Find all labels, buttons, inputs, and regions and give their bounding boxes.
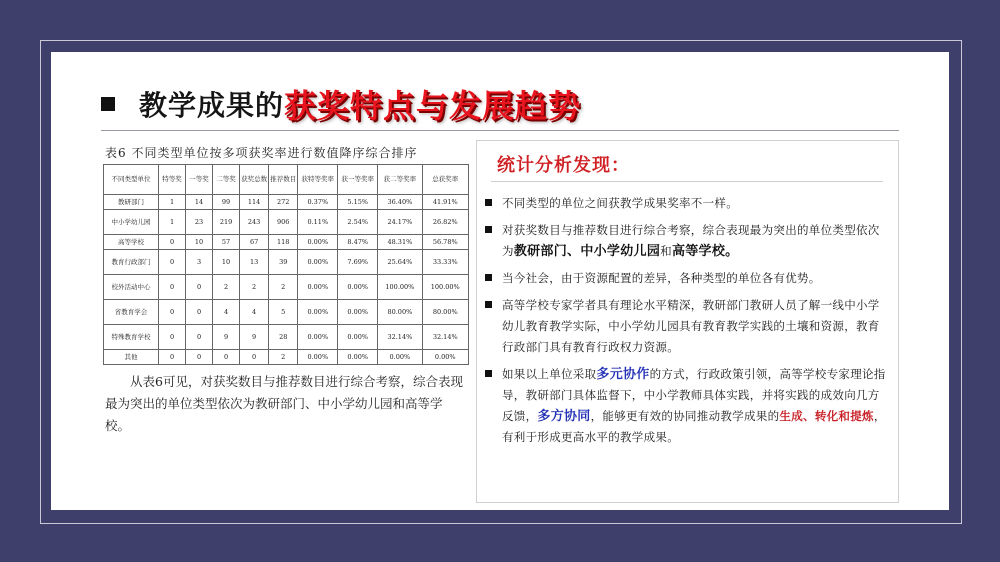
table-cell: 4 [240,300,269,325]
table-cell: 0.00% [298,275,338,300]
table-cell: 省教育学会 [104,300,159,325]
table-cell: 118 [269,235,298,250]
table-cell: 25.64% [378,250,422,275]
table-cell: 0 [159,325,186,350]
table-cell: 特殊教育学校 [104,325,159,350]
table-cell: 3 [186,250,213,275]
table-cell: 2.54% [338,210,378,235]
square-bullet-icon [485,301,492,308]
table-cell: 2 [269,275,298,300]
table-cell: 校外活动中心 [104,275,159,300]
table-cell: 13 [240,250,269,275]
table-cell: 5.15% [338,195,378,210]
table-cell: 0.11% [298,210,338,235]
point-text-part: 、 [567,244,581,259]
table-cell: 0.00% [298,325,338,350]
table-row [104,195,469,210]
analysis-points [485,193,890,454]
table-note: 从表6可见，对获奖数目与推荐数目进行综合考察，综合表现最为突出的单位类型依次为教研部门、中小学幼儿园和高等学校。 [105,374,463,433]
table-cell: 0 [186,275,213,300]
table-cell: 67 [240,235,269,250]
table-cell: 0 [159,300,186,325]
table-cell: 32.14% [422,325,469,350]
title-prefix: 教学成果的 [139,89,285,122]
table-header-cell: 获二等奖率 [378,165,422,195]
table-cell: 0.00% [338,275,378,300]
table-cell: 4 [213,300,240,325]
table-cell: 14 [186,195,213,210]
title-row [101,84,581,124]
square-bullet-icon [485,274,492,281]
highlight-term: 中小学幼儿园 [580,244,661,259]
table-cell: 28 [269,325,298,350]
table-cell: 0.00% [338,350,378,365]
point-text-part: ，能够更有效的协同推动教学成果的 [590,409,780,423]
point-text-part: 和 [660,244,672,258]
table-cell: 0 [186,325,213,350]
table-cell: 2 [269,350,298,365]
table-cell: 其他 [104,350,159,365]
highlight-term: 生成、转化和提炼 [779,409,874,423]
table-cell: 906 [269,210,298,235]
table-header-cell: 推荐数目 [269,165,298,195]
table-cell: 10 [186,235,213,250]
table-cell: 57 [213,235,240,250]
analysis-point [485,220,890,262]
table-cell: 24.17% [378,210,422,235]
point-text [502,220,890,262]
table-row [104,250,469,275]
table-cell: 0 [186,300,213,325]
table-cell: 99 [213,195,240,210]
table-cell: 243 [240,210,269,235]
point-text-part: ，有利于形成更高水平的教学成果。 [502,409,886,444]
table-caption: 表6 不同类型单位按多项获奖率进行数值降序综合排序 [105,146,418,160]
table-cell: 9 [213,325,240,350]
analysis-heading: 统计分析发现： [497,155,630,176]
table-cell: 2 [213,275,240,300]
table-cell: 33.33% [422,250,469,275]
square-bullet-icon [485,226,492,233]
stats-table [103,164,469,365]
table-cell: 0 [213,350,240,365]
table-header-cell: 一等奖 [186,165,213,195]
table-cell: 0.00% [298,350,338,365]
table-cell: 36.40% [378,195,422,210]
table-header-row [104,165,469,195]
table-cell: 0.00% [378,350,422,365]
square-bullet-icon [101,97,115,111]
point-text [502,364,890,448]
table-row [104,235,469,250]
analysis-point [485,295,890,358]
analysis-panel [476,140,899,503]
table-cell: 80.00% [378,300,422,325]
table-cell: 41.91% [422,195,469,210]
table-cell: 0.00% [298,300,338,325]
point-text-part: 的方式，行政政策引领，高等学校专家理论指导，教研部门具体监督下，中小学教师具体实践，并将实践的成效向几方反馈， [502,367,886,423]
highlight-term: 多元协作 [596,367,650,382]
table-cell: 5 [269,300,298,325]
point-text: 当今社会，由于资源配置的差异，各种类型的单位各有优势。 [502,271,821,285]
highlight-term: 多方协同 [537,409,591,424]
table-header-cell: 获一等奖率 [338,165,378,195]
highlight-term: 教研部门 [513,244,568,259]
analysis-point [485,364,890,448]
title-divider [101,130,899,131]
table-cell: 0 [159,275,186,300]
table-cell: 48.31% [378,235,422,250]
table-cell: 0 [186,350,213,365]
table-cell: 0.00% [338,300,378,325]
analysis-divider [491,181,883,182]
table-header-cell: 不同类型单位 [104,165,159,195]
square-bullet-icon [485,370,492,377]
table-row [104,210,469,235]
point-text: 高等学校专家学者具有理论水平精深，教研部门教研人员了解一线中小学幼儿教育教学实际，中小学幼儿园具有教育教学实践的土壤和资源，教育行政部门具有教育行政权力资源。 [502,298,880,354]
table-cell: 0 [159,235,186,250]
point-text-part: 如果以上单位采取 [502,367,597,381]
table-cell: 教育行政部门 [104,250,159,275]
table-cell: 272 [269,195,298,210]
table-cell: 10 [213,250,240,275]
highlight-term: 高等学校 [671,244,726,259]
table-row [104,275,469,300]
table-row [104,350,469,365]
table-panel [101,142,471,502]
square-bullet-icon [485,199,492,206]
table-header-cell: 特等奖 [159,165,186,195]
table-cell: 教研部门 [104,195,159,210]
table-cell: 56.78% [422,235,469,250]
analysis-point [485,193,890,214]
table-cell: 32.14% [378,325,422,350]
table-cell: 100.00% [422,275,469,300]
point-text-part: 对获奖数目与推荐数目进行综合考察，综合表现最为突出的单位类型依次为 [502,223,880,258]
analysis-point [485,268,890,289]
table-cell: 219 [213,210,240,235]
table-cell: 39 [269,250,298,275]
table-header-cell: 总获奖率 [422,165,469,195]
table-cell: 80.00% [422,300,469,325]
point-text: 不同类型的单位之间获教学成果奖率不一样。 [502,196,738,210]
table-cell: 高等学校 [104,235,159,250]
title-highlight: 获奖特点与发展趋势 [284,87,582,125]
table-header-cell: 获特等奖率 [298,165,338,195]
table-cell: 0.00% [338,325,378,350]
table-header-cell: 二等奖 [213,165,240,195]
table-cell: 中小学幼儿园 [104,210,159,235]
table-cell: 0.37% [298,195,338,210]
table-row [104,325,469,350]
table-cell: 0 [240,350,269,365]
table-cell: 0 [159,350,186,365]
table-cell: 0.00% [298,250,338,275]
table-cell: 23 [186,210,213,235]
table-cell: 2 [240,275,269,300]
table-cell: 9 [240,325,269,350]
table-header-cell: 获奖总数 [240,165,269,195]
table-row [104,300,469,325]
table-cell: 26.82% [422,210,469,235]
table-cell: 0 [159,250,186,275]
table-cell: 1 [159,210,186,235]
table-cell: 0.00% [298,235,338,250]
table-cell: 1 [159,195,186,210]
table-cell: 114 [240,195,269,210]
point-text-part: 。 [725,244,739,259]
table-cell: 0.00% [422,350,469,365]
table-cell: 7.69% [338,250,378,275]
slide [51,52,949,510]
table-cell: 8.47% [338,235,378,250]
table-cell: 100.00% [378,275,422,300]
